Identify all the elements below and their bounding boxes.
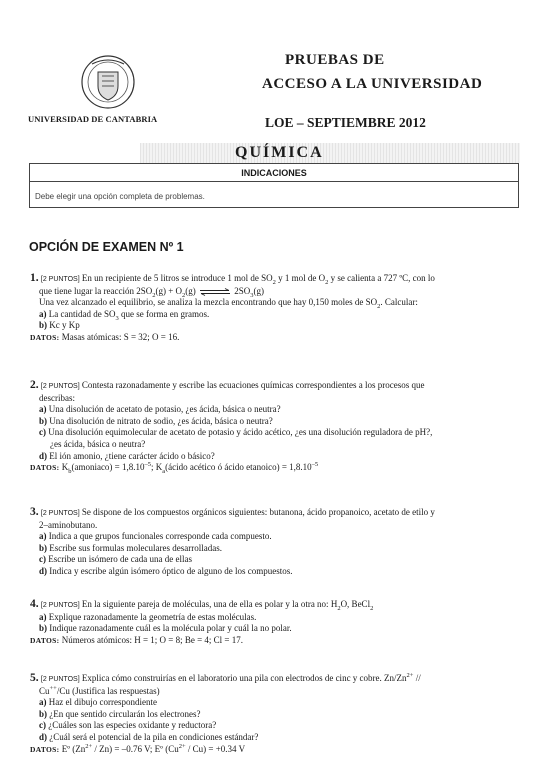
instructions-text: Debe elegir una opción completa de problemas.	[35, 192, 205, 201]
subject-band	[140, 143, 520, 163]
equilibrium-arrow-icon	[198, 288, 232, 296]
option-title: OPCIÓN DE EXAMEN Nº 1	[29, 240, 184, 254]
question-5: 5. [2 PUNTOS] Explica cómo construirías en el laboratorio una pila con electrodos de cinc y cobre. $Zn/Zn^{2+}$ // Cu++/Cu (Justifica las respuestas) a) Haz el dibujo correspondiente b) ¿En que sentido circularán los electrones? c) ¿Cuáles son las especies oxidante y reductora? d) ¿Cuál será el potencial de la pila en condiciones estándar? DATOS: Eº $(Zn^{2+} / Zn) = -0.76$ V; Eº $(Cu^{2+} / Cu) = +0.34$ V	[30, 672, 421, 754]
question-3: 3. [2 PUNTOS] Se dispone de los compuestos orgánicos siguientes: butanona, ácido propanoico, acetato de etilo y 2–aminobutano. a) Indica a que grupos funcionales corresponde cada compuesto. b) Escribe sus formulas moleculares desarrolladas. c) Escribe un isómero de cada una de ellas d) Indica y escribe algún isómero óptico de alguno de los compuestos.	[30, 506, 435, 576]
title-line-2: ACCESO A LA UNIVERSIDAD	[262, 76, 483, 92]
title-line-1: PRUEBAS DE	[285, 52, 385, 68]
instructions-box	[29, 163, 519, 208]
subject-title: QUÍMICA	[235, 144, 324, 161]
instructions-title: INDICACIONES	[241, 168, 307, 178]
question-1: 1. [2 PUNTOS] En un recipiente de 5 litros se introduce 1 mol de $SO_2$ y 1 mol de $O_2$ y se calienta a 727 ºC, con lo que tiene lugar la reacción $2SO_2(g) + O_2(g)$ $2SO_3(g)$ Una vez alcanzado el equilibrio, se analiza la mezcla encontrando que hay 0,150 moles de $SO_2$. Calcular: a) La cantidad de $SO_3$ que se forma en gramos. b) Kc y Kp DATOS: Masas atómicas: S = 32; O = 16.	[30, 272, 435, 342]
question-4: 4. [2 PUNTOS] En la siguiente pareja de moléculas, una de ella es polar y la otra no: $H_2O$, BeCl$_2$ a) Explique razonadamente la geometría de estas moléculas. b) Indique razonadamente cuál es la molécula polar y cuál la no polar. DATOS: Números atómicos: H = 1; O = 8; Be = 4; Cl = 17.	[30, 598, 374, 645]
divider	[30, 181, 518, 182]
question-2: 2. [2 PUNTOS] Contesta razonadamente y escribe las ecuaciones químicas correspondientes a los procesos que describas: a) Una disolución de acetato de potasio, ¿es ácida, básica o neutra? b) Una disolución de nitrato de sodio, ¿es ácida, básica o neutra? c) Una disolución equimolecular de acetato de potasio y ácido acético, ¿es una disolución reguladora de pH?, ¿es ácida, básica o neutra? d) El ión amonio, ¿tiene carácter ácido o básico? DATOS: $K_b(amoniaco) = 1,8.10^{-5}$; $K_a(ácido$ acético ó ácido etanoico) = $1,8.10^{-5}$	[30, 379, 433, 475]
university-name: UNIVERSIDAD DE CANTABRIA	[28, 114, 158, 124]
exam-session: LOE – SEPTIEMBRE 2012	[265, 115, 426, 130]
university-seal-icon	[80, 54, 136, 110]
